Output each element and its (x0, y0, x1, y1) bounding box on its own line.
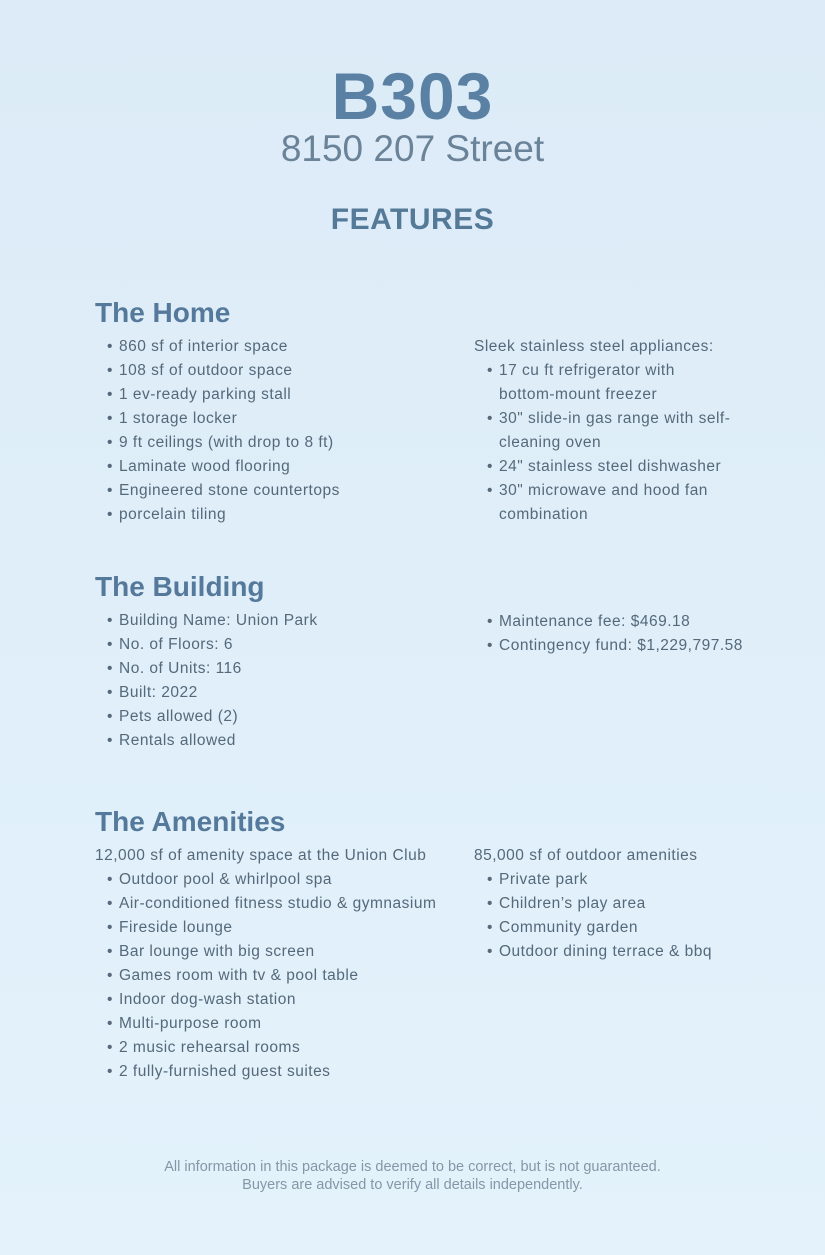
list-item: • Maintenance fee: $469.18 (476, 610, 743, 634)
disclaimer-line-2: Buyers are advised to verify all details independently. (242, 1177, 583, 1193)
outdoor-amenities-intro: 85,000 sf of outdoor amenities (474, 847, 698, 864)
list-item: • Outdoor pool & whirlpool spa (96, 868, 436, 892)
list-item: • No. of Floors: 6 (96, 633, 318, 657)
list-item: • 1 storage locker (96, 407, 340, 431)
disclaimer (0, 1158, 825, 1194)
list-item: • 108 sf of outdoor space (96, 359, 340, 383)
list-item: • Bar lounge with big screen (96, 940, 436, 964)
appliances-intro: Sleek stainless steel appliances: (474, 338, 714, 355)
list-item: • 30" slide-in gas range with self-cleaning oven (476, 407, 734, 455)
list-item: • 17 cu ft refrigerator with bottom-mount freezer (476, 359, 734, 407)
list-item: • Built: 2022 (96, 681, 318, 705)
list-item: • Outdoor dining terrace & bbq (476, 940, 712, 964)
address: 8150 207 Street (280, 128, 545, 169)
list-item: • Rentals allowed (96, 729, 318, 753)
list-item: • No. of Units: 116 (96, 657, 318, 681)
list-item: • 2 fully-furnished guest suites (96, 1060, 436, 1084)
list-item: • Indoor dog-wash station (96, 988, 436, 1012)
section-title-amenities: The Amenities (95, 806, 286, 837)
list-item: • 24" stainless steel dishwasher (476, 455, 789, 479)
list-item: • 30" microwave and hood fan combination (476, 479, 734, 527)
list-item: • Children’s play area (476, 892, 712, 916)
list-item: • 860 sf of interior space (96, 335, 340, 359)
section-title-home: The Home (95, 297, 231, 328)
list-item: • Pets allowed (2) (96, 705, 318, 729)
list-item: • 9 ft ceilings (with drop to 8 ft) (96, 431, 340, 455)
list-item: • Air-conditioned fitness studio & gymnasium (96, 892, 436, 916)
section-title-building: The Building (95, 571, 265, 602)
list-item: • porcelain tiling (96, 503, 340, 527)
building-info-list (96, 609, 318, 753)
amenities-intro: 12,000 sf of amenity space at the Union Club (95, 847, 427, 864)
list-item: • Contingency fund: $1,229,797.58 (476, 634, 743, 658)
list-item: • Private park (476, 868, 712, 892)
list-item: • Laminate wood flooring (96, 455, 340, 479)
list-item: • Fireside lounge (96, 916, 436, 940)
outdoor-amenities-list (476, 868, 712, 964)
list-item: • Games room with tv & pool table (96, 964, 436, 988)
list-item: • 2 music rehearsal rooms (96, 1036, 436, 1060)
list-item: • Engineered stone countertops (96, 479, 340, 503)
disclaimer-line-1: All information in this package is deemed to be correct, but is not guaranteed. (164, 1159, 661, 1175)
building-fees-list (476, 610, 743, 658)
list-item: • Building Name: Union Park (96, 609, 318, 633)
unit-title: B303 (331, 59, 494, 133)
list-item: • Community garden (476, 916, 712, 940)
features-heading: FEATURES (330, 203, 495, 236)
list-item: • 1 ev-ready parking stall (96, 383, 340, 407)
home-features-list (96, 335, 340, 527)
list-item: • Multi-purpose room (96, 1012, 436, 1036)
appliances-list (476, 359, 734, 527)
indoor-amenities-list (96, 868, 436, 1084)
